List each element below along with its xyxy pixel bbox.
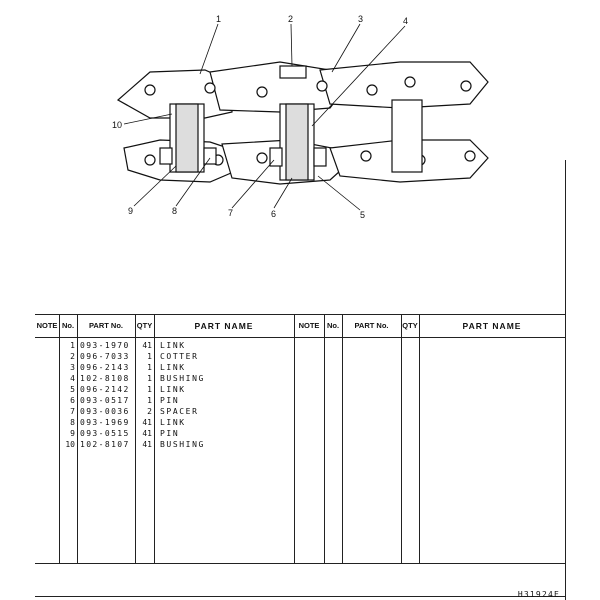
table-row: [35, 406, 294, 417]
bushing-right: [392, 100, 422, 172]
table-row: [35, 340, 294, 351]
table-row: [35, 362, 294, 373]
header-no: No.: [61, 321, 75, 330]
row-quantity: 1: [147, 363, 152, 372]
row-quantity: 41: [142, 418, 152, 427]
callout-2: 2: [288, 14, 294, 24]
row-part-number: 093-1969: [80, 418, 130, 427]
row-part-number: 093-0515: [80, 429, 130, 438]
row-quantity: 41: [142, 341, 152, 350]
row-part-number: 096-2142: [80, 385, 130, 394]
row-number: 2: [70, 352, 75, 361]
row-number: 3: [70, 363, 75, 372]
row-quantity: 2: [147, 407, 152, 416]
header-part-no-2: PART No.: [354, 321, 389, 330]
row-part-name: BUSHING: [160, 440, 205, 449]
row-part-number: 096-7033: [80, 352, 130, 361]
table-row: [35, 395, 294, 406]
callout-9: 9: [128, 206, 134, 216]
row-part-name: BUSHING: [160, 374, 205, 383]
row-quantity: 1: [147, 385, 152, 394]
table-row: [35, 428, 294, 439]
row-part-name: SPACER: [160, 407, 199, 416]
row-part-number: 096-2143: [80, 363, 130, 372]
cotter-clip: [280, 66, 306, 78]
callout-4: 4: [403, 16, 409, 26]
row-part-number: 102-8108: [80, 374, 130, 383]
row-number: 1: [70, 341, 75, 350]
table-row: [35, 417, 294, 428]
callout-10: 10: [112, 120, 123, 130]
callout-7: 7: [228, 208, 234, 218]
drawing-code: H31924E: [517, 590, 560, 599]
table-row: [35, 351, 294, 362]
parts-list-table: [35, 314, 565, 564]
row-quantity: 41: [142, 429, 152, 438]
row-number: 10: [65, 440, 75, 449]
row-quantity: 1: [147, 374, 152, 383]
row-part-name: COTTER: [160, 352, 199, 361]
callout-1: 1: [216, 14, 222, 24]
row-part-name: LINK: [160, 341, 186, 350]
row-part-number: 102-8107: [80, 440, 130, 449]
table-row: [35, 384, 294, 395]
callout-6: 6: [271, 209, 277, 219]
row-number: 5: [70, 385, 75, 394]
table-row: [35, 439, 294, 450]
header-note-2: NOTE: [298, 321, 320, 330]
row-number: 9: [70, 429, 75, 438]
header-qty-2: QTY: [402, 321, 418, 330]
header-part-no: PART No.: [88, 321, 124, 330]
callout-8: 8: [172, 206, 178, 216]
row-number: 4: [70, 374, 75, 383]
row-part-number: 093-0517: [80, 396, 130, 405]
page-border-right: [565, 160, 566, 600]
table-row: [35, 373, 294, 384]
header-no-2: No.: [326, 321, 340, 330]
row-part-name: PIN: [160, 396, 180, 405]
header-qty: QTY: [136, 321, 153, 330]
row-quantity: 41: [142, 440, 152, 449]
row-quantity: 1: [147, 352, 152, 361]
row-number: 7: [70, 407, 75, 416]
footer-rule: [35, 596, 565, 597]
row-part-number: 093-0036: [80, 407, 130, 416]
header-part-name: PART NAME: [194, 321, 254, 331]
track-chain-diagram: [0, 0, 600, 260]
row-number: 6: [70, 396, 75, 405]
row-number: 8: [70, 418, 75, 427]
row-part-name: LINK: [160, 418, 186, 427]
row-part-name: PIN: [160, 429, 180, 438]
callout-5: 5: [360, 210, 366, 220]
callout-3: 3: [358, 14, 364, 24]
row-quantity: 1: [147, 396, 152, 405]
header-part-name-2: PART NAME: [462, 321, 522, 331]
row-part-name: LINK: [160, 363, 186, 372]
header-note: NOTE: [36, 321, 58, 330]
row-part-name: LINK: [160, 385, 186, 394]
row-part-number: 093-1970: [80, 341, 130, 350]
